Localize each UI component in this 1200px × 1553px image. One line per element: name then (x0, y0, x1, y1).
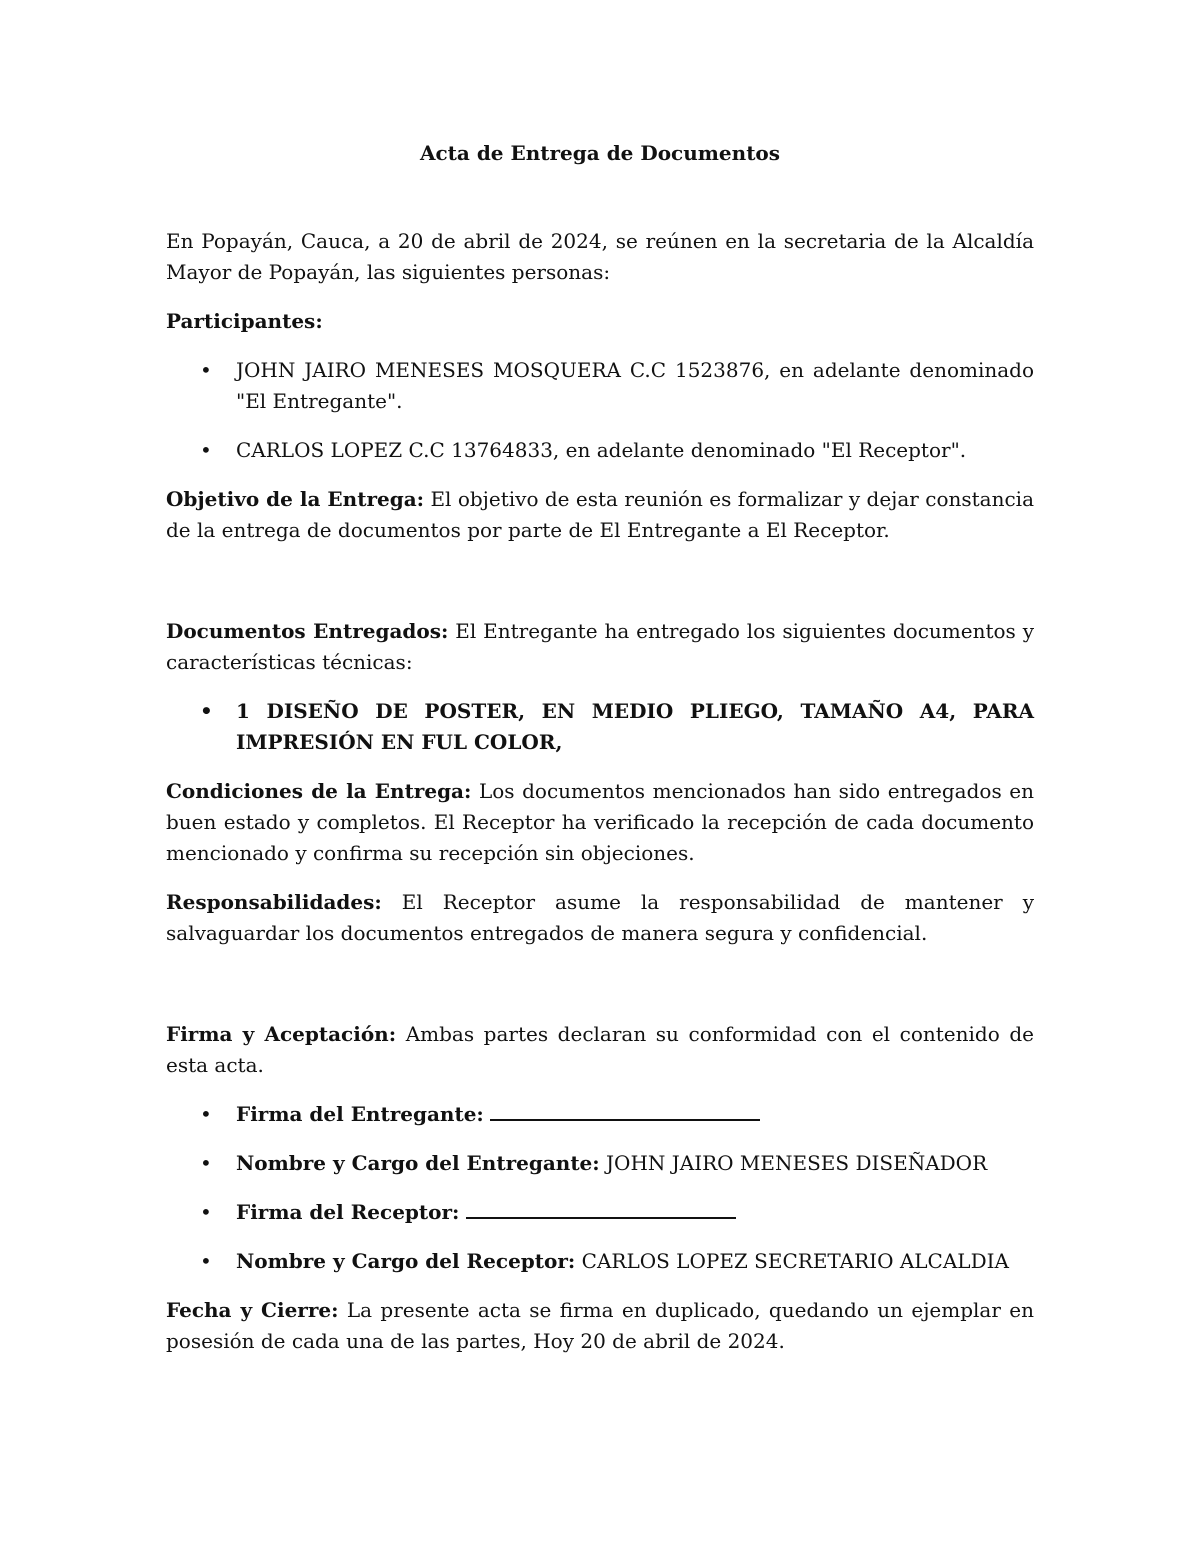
documents-paragraph (166, 616, 1034, 678)
signer-name-label: Nombre y Cargo del Entregante: (236, 1151, 600, 1175)
participants-list (166, 355, 1034, 466)
closing-text: La presente acta se firma en duplicado, quedando un ejemplar en posesión de cada una de las partes, Hoy 20 de abril de 2024. (166, 1298, 1034, 1353)
bullet-icon: • (200, 699, 213, 723)
list-item (166, 696, 1034, 758)
documents-list (166, 696, 1034, 758)
acceptance-text: Ambas partes declaran su conformidad con el contenido de esta acta. (166, 1022, 1034, 1077)
document-item: 1 DISEÑO DE POSTER, EN MEDIO PLIEGO, TAMAÑO A4, PARA IMPRESIÓN EN FUL COLOR, (236, 699, 1034, 754)
participants-heading (166, 306, 1034, 337)
bullet-icon: • (200, 438, 212, 462)
participant-entregante: JOHN JAIRO MENESES MOSQUERA C.C 1523876, en adelante denominado "El Entregante". (236, 358, 1034, 413)
objective-text: El objetivo de esta reunión es formalizar y dejar constancia de la entrega de documentos por parte de El Entregante a El Receptor. (166, 487, 1034, 542)
conditions-label: Condiciones de la Entrega: (166, 779, 472, 803)
conditions-paragraph (166, 776, 1034, 869)
receiver-signature-label: Firma del Receptor: (236, 1200, 460, 1224)
receiver-name-label: Nombre y Cargo del Receptor: (236, 1249, 576, 1273)
bullet-icon: • (200, 1249, 212, 1273)
bullet-icon: • (200, 1151, 212, 1175)
closing-paragraph (166, 1295, 1034, 1357)
list-item (166, 435, 1034, 466)
bullet-icon: • (200, 1200, 212, 1224)
document-title: Acta de Entrega de Documentos (419, 141, 781, 165)
bullet-icon: • (200, 358, 212, 382)
list-item (166, 1148, 1034, 1179)
signer-signature-label: Firma del Entregante: (236, 1102, 484, 1126)
acceptance-paragraph (166, 1019, 1034, 1081)
list-item (166, 1246, 1034, 1277)
documents-label: Documentos Entregados: (166, 619, 449, 643)
list-item (166, 1099, 1034, 1130)
objective-label: Objetivo de la Entrega: (166, 487, 425, 511)
closing-label: Fecha y Cierre: (166, 1298, 339, 1322)
receiver-signature-line (466, 1203, 736, 1219)
participant-receptor: CARLOS LOPEZ C.C 13764833, en adelante denominado "El Receptor". (236, 438, 967, 462)
conditions-text: Los documentos mencionados han sido entregados en buen estado y completos. El Receptor ha verificado la recepción de cada documento mencionado y confirma su recepción sin objeciones. (166, 779, 1034, 865)
signer-signature-line (490, 1105, 760, 1121)
signer-name-value: JOHN JAIRO MENESES DISEÑADOR (599, 1151, 988, 1175)
acceptance-label: Firma y Aceptación: (166, 1022, 397, 1046)
responsibilities-text: El Receptor asume la responsabilidad de mantener y salvaguardar los documentos entregados de manera segura y confidencial. (166, 890, 1034, 945)
responsibilities-paragraph (166, 887, 1034, 949)
list-item (166, 355, 1034, 417)
responsibilities-label: Responsabilidades: (166, 890, 382, 914)
signatures-list (166, 1099, 1034, 1277)
documents-text: El Entregante ha entregado los siguientes documentos y características técnicas: (166, 619, 1034, 674)
bullet-icon: • (200, 1102, 212, 1126)
participants-label: Participantes: (166, 309, 323, 333)
objective-paragraph (166, 484, 1034, 546)
receiver-name-value: CARLOS LOPEZ SECRETARIO ALCALDIA (575, 1249, 1009, 1273)
intro-paragraph: En Popayán, Cauca, a 20 de abril de 2024, se reúnen en la secretaria de la Alcaldía Mayor de Popayán, las siguientes personas: (166, 229, 1034, 284)
list-item (166, 1197, 1034, 1228)
